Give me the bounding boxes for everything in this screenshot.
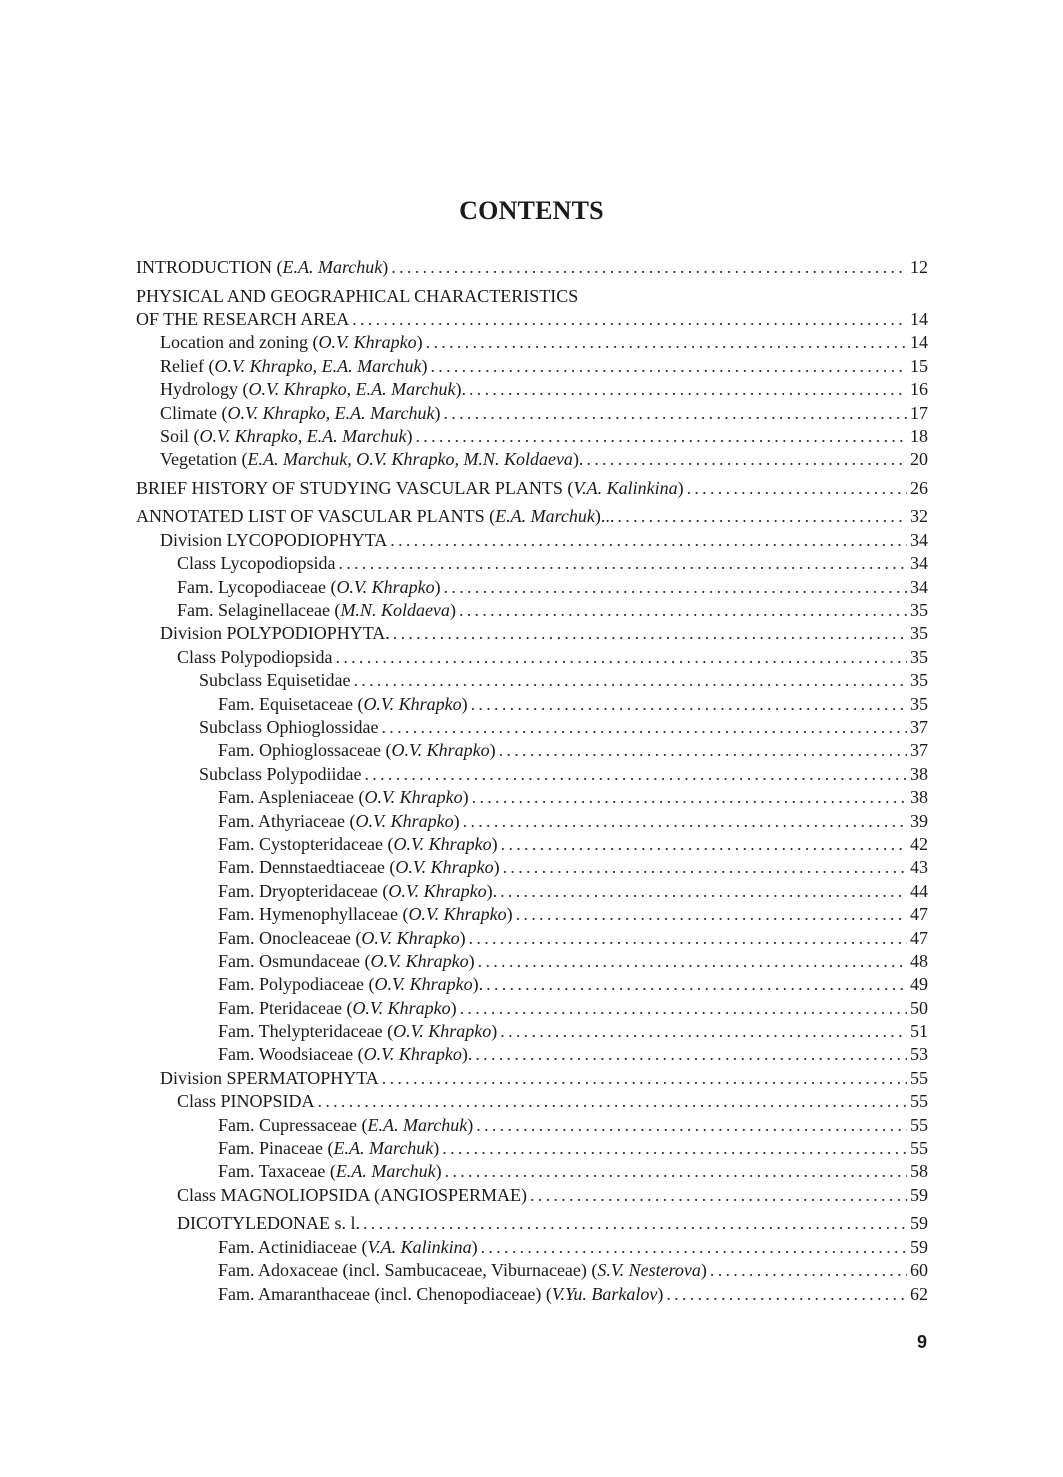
toc-entry-suffix: ) xyxy=(433,1138,440,1159)
toc-entry-title: DICOTYLEDONAE s. l. xyxy=(177,1213,360,1234)
toc-entry-label xyxy=(218,739,496,762)
toc-dot-leader xyxy=(336,646,907,669)
toc-entry-page: 35 xyxy=(910,623,928,644)
toc-dot-leader xyxy=(500,880,907,903)
toc-entry-page: 34 xyxy=(910,529,928,550)
toc-entry-author: O.V. Khrapko xyxy=(363,1044,462,1065)
toc-dot-leader xyxy=(391,256,907,279)
toc-entry[interactable] xyxy=(136,973,928,996)
toc-dot-leader xyxy=(393,622,907,645)
toc-entry-title: Class MAGNOLIOPSIDA (ANGIOSPERMAE) xyxy=(177,1184,528,1205)
toc-entry-label xyxy=(199,716,379,739)
toc-entry-author: V.A. Kalinkina xyxy=(367,1236,472,1257)
toc-dot-leader xyxy=(501,833,907,856)
toc-entry[interactable] xyxy=(136,505,928,528)
toc-dot-leader xyxy=(516,903,907,926)
toc-entry-suffix: ) xyxy=(493,857,500,878)
toc-entry-label xyxy=(136,308,349,331)
toc-entry-suffix: ). xyxy=(455,379,466,400)
toc-dot-leader xyxy=(666,1283,907,1306)
toc-entry[interactable] xyxy=(136,810,928,833)
toc-entry-page: 37 xyxy=(910,740,928,761)
toc-entry-title: Fam. Dryopteridaceae ( xyxy=(218,880,389,901)
toc-entry-suffix: ) xyxy=(416,332,423,353)
toc-entry-page: 35 xyxy=(910,646,928,667)
toc-entry-label xyxy=(136,505,614,528)
toc-entry-title: Climate ( xyxy=(160,402,228,423)
toc-entry-label xyxy=(160,331,423,354)
toc-entry[interactable] xyxy=(136,693,928,716)
toc-entry-suffix: ) xyxy=(468,950,475,971)
toc-entry-title: Fam. Athyriaceae ( xyxy=(218,810,356,831)
toc-entry-label xyxy=(218,997,457,1020)
toc-entry-label xyxy=(177,552,336,575)
toc-entry-page: 51 xyxy=(910,1021,928,1042)
toc-entry[interactable] xyxy=(136,669,928,692)
toc-entry-suffix: ) xyxy=(700,1260,707,1281)
toc-entry-title: Fam. Woodsiaceae ( xyxy=(218,1044,364,1065)
toc-entry-label xyxy=(199,669,350,692)
toc-entry-label xyxy=(136,256,388,279)
toc-entry-title: ANNOTATED LIST OF VASCULAR PLANTS ( xyxy=(136,506,496,527)
toc-dot-leader xyxy=(416,425,908,448)
toc-entry-label xyxy=(177,1212,360,1235)
toc-entry-label xyxy=(177,576,441,599)
toc-entry-author: E.A. Marchuk xyxy=(333,1138,434,1159)
toc-entry-label xyxy=(218,1114,473,1137)
toc-entry-title: Vegetation ( xyxy=(160,449,248,470)
toc-entry-title: Fam. Onocleaceae ( xyxy=(218,927,362,948)
toc-dot-leader xyxy=(476,1114,907,1137)
toc-entry-suffix: ) xyxy=(462,787,469,808)
toc-entry-author: O.V. Khrapko xyxy=(370,950,469,971)
toc-dot-leader xyxy=(430,355,907,378)
toc-entry-suffix: ) xyxy=(471,1236,478,1257)
toc-dot-leader xyxy=(339,552,908,575)
toc-entry[interactable] xyxy=(136,576,928,599)
toc-entry[interactable] xyxy=(136,256,928,279)
toc-dot-leader xyxy=(443,402,907,425)
toc-entry[interactable] xyxy=(136,1259,928,1282)
toc-entry-page: 55 xyxy=(910,1091,928,1112)
toc-dot-leader xyxy=(617,505,907,528)
toc-entry-label xyxy=(218,1137,439,1160)
toc-entry-suffix: ) xyxy=(491,833,498,854)
toc-entry[interactable] xyxy=(136,477,928,500)
toc-entry-label xyxy=(218,1236,478,1259)
toc-entry[interactable] xyxy=(136,308,928,331)
toc-entry[interactable] xyxy=(136,378,928,401)
toc-entry-page: 47 xyxy=(910,927,928,948)
toc-dot-leader xyxy=(353,669,907,692)
toc-entry[interactable] xyxy=(136,1212,928,1235)
toc-entry-page: 35 xyxy=(910,600,928,621)
toc-entry[interactable] xyxy=(136,903,928,926)
toc-entry-page: 55 xyxy=(910,1114,928,1135)
toc-entry-page: 47 xyxy=(910,904,928,925)
toc-dot-leader xyxy=(382,1067,907,1090)
toc-entry-author: O.V. Khrapko xyxy=(364,787,463,808)
toc-entry[interactable] xyxy=(136,1236,928,1259)
toc-entry-suffix: ) xyxy=(449,600,456,621)
toc-entry-page: 26 xyxy=(910,477,928,498)
toc-entry-page: 59 xyxy=(910,1236,928,1257)
toc-entry[interactable] xyxy=(136,622,928,645)
toc-entry-author: O.V. Khrapko xyxy=(395,857,494,878)
toc-entry[interactable] xyxy=(136,1283,928,1306)
toc-entry-author: O.V. Khrapko xyxy=(352,997,451,1018)
toc-entry-label xyxy=(218,693,468,716)
toc-entry-label xyxy=(160,402,440,425)
toc-entry[interactable] xyxy=(136,856,928,879)
toc-entry-label xyxy=(218,1259,707,1282)
toc-entry-label xyxy=(177,646,333,669)
toc-entry[interactable] xyxy=(136,833,928,856)
toc-entry-suffix: ) xyxy=(461,693,468,714)
toc-dot-leader xyxy=(390,529,907,552)
toc-entry-title: Fam. Cystopteridaceae ( xyxy=(218,833,394,854)
toc-entry-suffix: ) xyxy=(450,997,457,1018)
toc-entry-page: 42 xyxy=(910,833,928,854)
toc-entry-page: 59 xyxy=(910,1213,928,1234)
toc-entry-title: Location and zoning ( xyxy=(160,332,319,353)
toc-entry-author: O.V. Khrapko, E.A. Marchuk xyxy=(214,355,422,376)
toc-entry-suffix: ) xyxy=(421,355,428,376)
toc-entry-author: E.A. Marchuk xyxy=(335,1161,436,1182)
toc-entry-title: Fam. Polypodiaceae ( xyxy=(218,974,375,995)
toc-entry-label xyxy=(177,1184,527,1207)
toc-entry[interactable] xyxy=(136,1160,928,1183)
toc-entry-author: O.V. Khrapko xyxy=(388,880,487,901)
toc-entry-title: OF THE RESEARCH AREA xyxy=(136,308,350,329)
toc-entry[interactable] xyxy=(136,927,928,950)
toc-entry-author: E.A. Marchuk xyxy=(495,506,595,527)
toc-entry-title: Fam. Taxaceae ( xyxy=(218,1161,336,1182)
toc-entry-label xyxy=(160,622,390,645)
toc-entry-title: Fam. Actinidiaceae ( xyxy=(218,1236,368,1257)
toc-dot-leader xyxy=(499,739,907,762)
toc-entry-author: E.A. Marchuk, O.V. Khrapko, M.N. Koldaeva xyxy=(247,449,573,470)
toc-entry[interactable] xyxy=(136,786,928,809)
toc-entry-title: Class PINOPSIDA xyxy=(177,1091,315,1112)
toc-entry-page: 20 xyxy=(910,449,928,470)
toc-entry[interactable] xyxy=(136,1067,928,1090)
toc-entry[interactable] xyxy=(136,599,928,622)
toc-entry-page: 39 xyxy=(910,810,928,831)
toc-entry-page: 62 xyxy=(910,1283,928,1304)
toc-entry-author: O.V. Khrapko, E.A. Marchuk xyxy=(199,425,407,446)
toc-dot-leader xyxy=(444,576,907,599)
toc-entry-title: Fam. Pteridaceae ( xyxy=(218,997,353,1018)
toc-entry-title: Division SPERMATOPHYTA xyxy=(160,1067,379,1088)
toc-entry-author: S.V. Nesterova xyxy=(597,1260,701,1281)
toc-entry-page: 15 xyxy=(910,355,928,376)
toc-entry[interactable] xyxy=(136,1137,928,1160)
toc-entry-label xyxy=(218,810,460,833)
toc-entry-page: 32 xyxy=(910,506,928,527)
toc-entry[interactable] xyxy=(136,402,928,425)
toc-entry-author: O.V. Khrapko, E.A. Marchuk xyxy=(248,379,456,400)
toc-entry[interactable] xyxy=(136,1043,928,1066)
toc-entry-title: INTRODUCTION ( xyxy=(136,257,283,277)
toc-entry-title: Division LYCOPODIOPHYTA xyxy=(160,529,388,550)
toc-entry-title: Fam. Aspleniaceae ( xyxy=(218,787,365,808)
toc-entry-page: 58 xyxy=(910,1161,928,1182)
toc-entry-label xyxy=(218,786,469,809)
toc-entry-label xyxy=(160,529,387,552)
toc-entry-author: O.V. Khrapko xyxy=(336,576,435,597)
toc-entry-suffix: ) xyxy=(435,1161,442,1182)
toc-entry-label xyxy=(218,903,513,926)
toc-entry[interactable] xyxy=(136,997,928,1020)
toc-entry-label xyxy=(218,950,475,973)
toc-entry-author: O.V. Khrapko xyxy=(361,927,460,948)
toc-dot-leader xyxy=(363,1212,907,1235)
toc-entry[interactable] xyxy=(136,1114,928,1137)
toc-entry-page: 38 xyxy=(910,763,928,784)
toc-entry-title: Fam. Amaranthaceae (incl. Chenopodiaceae) ( xyxy=(218,1283,552,1304)
toc-entry-title: Fam. Osmundaceae ( xyxy=(218,950,371,971)
toc-entry-title: Subclass Equisetidae xyxy=(199,670,351,691)
toc-entry-title: Fam. Pinaceae ( xyxy=(218,1138,334,1159)
toc-entry-title: Division POLYPODIOPHYTA. xyxy=(160,623,390,644)
toc-entry-title: Fam. Ophioglossaceae ( xyxy=(218,740,392,761)
toc-entry-label xyxy=(160,425,413,448)
toc-entry-label xyxy=(177,599,456,622)
toc-dot-leader xyxy=(503,856,907,879)
toc-dot-leader xyxy=(445,1160,907,1183)
toc-entry-author: O.V. Khrapko xyxy=(408,904,507,925)
toc-entry[interactable] xyxy=(136,529,928,552)
toc-dot-leader xyxy=(318,1090,907,1113)
toc-entry-page: 38 xyxy=(910,787,928,808)
toc-dot-leader xyxy=(352,308,907,331)
table-of-contents xyxy=(136,256,928,1306)
toc-entry-title: Fam. Lycopodiaceae ( xyxy=(177,576,337,597)
toc-entry[interactable] xyxy=(136,716,928,739)
toc-entry-title: Fam. Hymenophyllaceae ( xyxy=(218,904,409,925)
toc-entry[interactable] xyxy=(136,552,928,575)
toc-entry[interactable] xyxy=(136,739,928,762)
toc-entry-suffix: ). xyxy=(461,1044,473,1065)
toc-entry-suffix: ). xyxy=(486,880,498,901)
toc-entry[interactable] xyxy=(136,425,928,448)
toc-dot-leader xyxy=(475,1043,907,1066)
toc-entry-suffix: ) xyxy=(677,477,684,498)
toc-entry[interactable] xyxy=(136,448,928,471)
toc-entry-author: O.V. Khrapko, E.A. Marchuk xyxy=(227,402,435,423)
toc-dot-leader xyxy=(426,331,907,354)
toc-entry-suffix: ) xyxy=(406,425,413,446)
toc-entry-suffix: ) xyxy=(489,740,496,761)
toc-entry-page: 17 xyxy=(910,402,928,423)
page-number: 9 xyxy=(916,1332,927,1352)
toc-entry-author: E.A. Marchuk xyxy=(367,1114,468,1135)
toc-entry-author: O.V. Khrapko xyxy=(363,693,462,714)
toc-entry-page: 16 xyxy=(910,379,928,400)
toc-entry-author: O.V. Khrapko xyxy=(374,974,473,995)
toc-entry-page: 53 xyxy=(910,1044,928,1065)
toc-entry-suffix: ) xyxy=(506,904,513,925)
toc-entry-label xyxy=(160,378,466,401)
toc-dot-leader xyxy=(500,1020,907,1043)
toc-dot-leader xyxy=(469,378,907,401)
toc-entry-title: BRIEF HISTORY OF STUDYING VASCULAR PLANTS ( xyxy=(136,477,574,498)
toc-entry-page: 59 xyxy=(910,1184,928,1205)
toc-dot-leader xyxy=(710,1259,907,1282)
toc-entry-page: 49 xyxy=(910,974,928,995)
toc-entry-title: Hydrology ( xyxy=(160,379,249,400)
toc-dot-leader xyxy=(459,599,907,622)
toc-entry-label xyxy=(177,1090,315,1113)
toc-dot-leader xyxy=(471,693,907,716)
toc-entry-label xyxy=(218,1160,442,1183)
toc-entry-title: Fam. Cupressaceae ( xyxy=(218,1114,368,1135)
toc-entry-suffix: ). xyxy=(572,449,584,470)
toc-heading-line: PHYSICAL AND GEOGRAPHICAL CHARACTERISTICS xyxy=(136,285,579,306)
toc-entry-page: 12 xyxy=(910,257,928,277)
toc-entry-label xyxy=(218,973,483,996)
toc-entry-author: O.V. Khrapko xyxy=(391,740,490,761)
toc-dot-leader xyxy=(486,973,907,996)
toc-entry-suffix: ) xyxy=(453,810,460,831)
toc-entry-suffix: ) xyxy=(382,257,389,277)
toc-dot-leader xyxy=(478,950,907,973)
toc-entry-page: 50 xyxy=(910,997,928,1018)
toc-dot-leader xyxy=(463,810,907,833)
toc-entry-page: 34 xyxy=(910,553,928,574)
toc-entry-page: 35 xyxy=(910,693,928,714)
toc-entry-author: V.A. Kalinkina xyxy=(573,477,678,498)
toc-entry-label xyxy=(218,880,497,903)
toc-entry-label xyxy=(218,1043,472,1066)
toc-entry[interactable] xyxy=(136,763,928,786)
toc-entry[interactable] xyxy=(136,950,928,973)
toc-entry-title: Class Lycopodiopsida xyxy=(177,553,336,574)
toc-entry-title: Subclass Ophioglossidae xyxy=(199,716,379,737)
toc-entry-suffix: ). xyxy=(472,974,484,995)
toc-entry-suffix: ) xyxy=(434,576,441,597)
toc-dot-leader xyxy=(472,786,907,809)
toc-entry-suffix: ) xyxy=(491,1021,498,1042)
toc-entry-page: 43 xyxy=(910,857,928,878)
toc-entry-page: 14 xyxy=(910,332,928,353)
toc-dot-leader xyxy=(365,763,908,786)
toc-entry-author: O.V. Khrapko xyxy=(393,833,492,854)
toc-entry-author: M.N. Koldaeva xyxy=(340,600,450,621)
toc-entry-author: V.Yu. Barkalov xyxy=(551,1283,658,1304)
toc-entry-label xyxy=(160,1067,379,1090)
toc-entry-suffix: ) xyxy=(657,1283,664,1304)
toc-entry-author: O.V. Khrapko xyxy=(355,810,454,831)
toc-entry-suffix: ) xyxy=(459,927,466,948)
toc-entry-label xyxy=(136,477,684,500)
toc-dot-leader xyxy=(481,1236,907,1259)
toc-entry-page: 35 xyxy=(910,670,928,691)
toc-entry-title: Fam. Adoxaceae (incl. Sambucaceae, Viburnaceae) ( xyxy=(218,1260,598,1281)
toc-entry-title: Soil ( xyxy=(160,425,200,446)
toc-dot-leader xyxy=(687,477,907,500)
toc-entry-page: 48 xyxy=(910,950,928,971)
toc-entry-label xyxy=(160,448,583,471)
toc-entry-page: 14 xyxy=(910,308,928,329)
toc-entry-title: Relief ( xyxy=(160,355,215,376)
toc-entry-page: 55 xyxy=(910,1067,928,1088)
toc-entry-title: Fam. Dennstaedtiaceae ( xyxy=(218,857,396,878)
page-title: CONTENTS xyxy=(459,196,604,225)
toc-dot-leader xyxy=(586,448,907,471)
toc-entry-title: Fam. Equisetaceae ( xyxy=(218,693,364,714)
toc-entry-label xyxy=(218,927,466,950)
toc-dot-leader xyxy=(460,997,907,1020)
toc-entry-label xyxy=(218,856,500,879)
toc-entry-page: 18 xyxy=(910,425,928,446)
toc-entry-page: 37 xyxy=(910,716,928,737)
toc-entry-suffix: ) xyxy=(434,402,441,423)
toc-dot-leader xyxy=(442,1137,907,1160)
toc-entry[interactable] xyxy=(136,880,928,903)
toc-entry-title: Subclass Polypodiidae xyxy=(199,763,362,784)
toc-entry[interactable] xyxy=(136,1020,928,1043)
toc-entry-label xyxy=(218,833,498,856)
toc-entry-author: O.V. Khrapko xyxy=(393,1021,492,1042)
toc-dot-leader xyxy=(382,716,908,739)
toc-entry[interactable] xyxy=(136,646,928,669)
toc-entry[interactable] xyxy=(136,331,928,354)
toc-entry-label xyxy=(199,763,362,786)
toc-entry-page: 55 xyxy=(910,1138,928,1159)
toc-entry-title: Fam. Selaginellaceae ( xyxy=(177,600,341,621)
toc-entry[interactable] xyxy=(136,355,928,378)
toc-entry-label xyxy=(160,355,427,378)
toc-entry-page: 34 xyxy=(910,576,928,597)
toc-entry-page: 60 xyxy=(910,1260,928,1281)
toc-entry-suffix: )... xyxy=(594,506,615,527)
toc-entry-suffix: ) xyxy=(467,1114,474,1135)
toc-dot-leader xyxy=(469,927,907,950)
toc-entry-author: E.A. Marchuk xyxy=(282,257,383,277)
toc-dot-leader xyxy=(530,1184,907,1207)
toc-entry[interactable] xyxy=(136,1184,928,1207)
toc-entry-label xyxy=(218,1283,663,1306)
toc-entry-author: O.V. Khrapko xyxy=(318,332,417,353)
toc-entry-label xyxy=(218,1020,497,1043)
toc-entry[interactable] xyxy=(136,1090,928,1113)
toc-entry-title: Class Polypodiopsida xyxy=(177,646,333,667)
toc-entry-title: Fam. Thelypteridaceae ( xyxy=(218,1021,394,1042)
toc-entry-page: 44 xyxy=(910,880,928,901)
